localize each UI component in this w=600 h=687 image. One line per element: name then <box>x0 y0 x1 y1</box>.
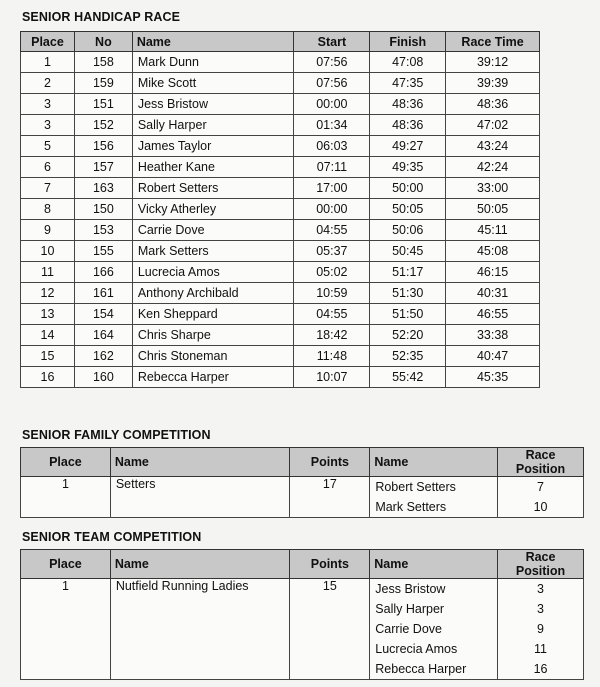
cell-name: Robert Setters <box>132 178 294 199</box>
table-row <box>21 136 540 157</box>
cell-place: 1 <box>21 579 111 680</box>
cell-race-position: 10 <box>498 497 584 518</box>
team-header-row <box>21 550 584 579</box>
cell-name: Nutfield Running Ladies <box>110 579 290 680</box>
table-row <box>21 220 540 241</box>
cell-finish: 48:36 <box>370 94 446 115</box>
table-row <box>21 94 540 115</box>
cell-start: 04:55 <box>294 304 370 325</box>
cell-no: 162 <box>74 346 132 367</box>
cell-finish: 50:45 <box>370 241 446 262</box>
cell-race-time: 46:15 <box>446 262 540 283</box>
family-header-row <box>21 448 584 477</box>
cell-race-time: 50:05 <box>446 199 540 220</box>
cell-place: 1 <box>21 477 111 518</box>
handicap-table-body <box>21 52 540 388</box>
cell-race-time: 43:24 <box>446 136 540 157</box>
cell-start: 18:42 <box>294 325 370 346</box>
cell-place: 6 <box>21 157 75 178</box>
team-title: SENIOR TEAM COMPETITION <box>22 530 202 544</box>
cell-start: 10:07 <box>294 367 370 388</box>
cell-race-time: 47:02 <box>446 115 540 136</box>
cell-finish: 47:08 <box>370 52 446 73</box>
cell-finish: 50:05 <box>370 199 446 220</box>
cell-no: 160 <box>74 367 132 388</box>
cell-finish: 49:27 <box>370 136 446 157</box>
cell-place: 10 <box>21 241 75 262</box>
family-table-body <box>21 477 584 518</box>
cell-place: 3 <box>21 115 75 136</box>
cell-place: 3 <box>21 94 75 115</box>
cell-place: 8 <box>21 199 75 220</box>
cell-name: James Taylor <box>132 136 294 157</box>
family-competition-table <box>20 447 584 518</box>
handicap-header-row <box>21 32 540 52</box>
cell-no: 153 <box>74 220 132 241</box>
cell-finish: 50:00 <box>370 178 446 199</box>
cell-start: 07:56 <box>294 52 370 73</box>
cell-name: Mark Setters <box>132 241 294 262</box>
cell-race-time: 45:11 <box>446 220 540 241</box>
team-header-points: Points <box>290 550 370 579</box>
cell-no: 161 <box>74 283 132 304</box>
cell-place: 13 <box>21 304 75 325</box>
cell-place: 14 <box>21 325 75 346</box>
team-table-body <box>21 579 584 680</box>
cell-race-time: 33:00 <box>446 178 540 199</box>
table-row <box>21 52 540 73</box>
team-header-place: Place <box>21 550 111 579</box>
cell-member-name: Robert Setters <box>370 477 498 498</box>
cell-race-position: 7 <box>498 477 584 498</box>
table-row <box>21 178 540 199</box>
cell-place: 5 <box>21 136 75 157</box>
cell-name: Carrie Dove <box>132 220 294 241</box>
cell-member-name: Rebecca Harper <box>370 659 498 680</box>
cell-finish: 49:35 <box>370 157 446 178</box>
cell-finish: 52:35 <box>370 346 446 367</box>
cell-no: 154 <box>74 304 132 325</box>
cell-name: Lucrecia Amos <box>132 262 294 283</box>
cell-no: 156 <box>74 136 132 157</box>
cell-start: 05:02 <box>294 262 370 283</box>
table-row <box>21 346 540 367</box>
table-row <box>21 325 540 346</box>
table-row <box>21 241 540 262</box>
cell-race-time: 46:55 <box>446 304 540 325</box>
table-row <box>21 262 540 283</box>
cell-name: Rebecca Harper <box>132 367 294 388</box>
cell-place: 2 <box>21 73 75 94</box>
cell-name: Chris Stoneman <box>132 346 294 367</box>
cell-name: Mike Scott <box>132 73 294 94</box>
cell-start: 04:55 <box>294 220 370 241</box>
table-row <box>21 73 540 94</box>
cell-member-name: Sally Harper <box>370 599 498 619</box>
cell-race-position: 16 <box>498 659 584 680</box>
cell-no: 150 <box>74 199 132 220</box>
family-header-points: Points <box>290 448 370 477</box>
cell-race-position: 11 <box>498 639 584 659</box>
col-header-place: Place <box>21 32 75 52</box>
table-row <box>21 367 540 388</box>
cell-finish: 55:42 <box>370 367 446 388</box>
col-header-race-time: Race Time <box>446 32 540 52</box>
cell-name: Jess Bristow <box>132 94 294 115</box>
cell-start: 10:59 <box>294 283 370 304</box>
table-row <box>21 115 540 136</box>
cell-start: 06:03 <box>294 136 370 157</box>
cell-start: 01:34 <box>294 115 370 136</box>
team-header-race-position: Race Position <box>498 550 584 579</box>
cell-race-time: 39:39 <box>446 73 540 94</box>
team-header-member-name: Name <box>370 550 498 579</box>
team-competition-table <box>20 549 584 680</box>
cell-place: 15 <box>21 346 75 367</box>
family-header-name: Name <box>110 448 290 477</box>
cell-finish: 51:17 <box>370 262 446 283</box>
cell-start: 05:37 <box>294 241 370 262</box>
cell-no: 152 <box>74 115 132 136</box>
cell-name: Mark Dunn <box>132 52 294 73</box>
cell-start: 11:48 <box>294 346 370 367</box>
cell-no: 159 <box>74 73 132 94</box>
cell-no: 151 <box>74 94 132 115</box>
cell-finish: 51:30 <box>370 283 446 304</box>
handicap-title: SENIOR HANDICAP RACE <box>22 10 181 24</box>
family-title: SENIOR FAMILY COMPETITION <box>22 428 211 442</box>
cell-finish: 51:50 <box>370 304 446 325</box>
cell-name: Ken Sheppard <box>132 304 294 325</box>
cell-start: 00:00 <box>294 199 370 220</box>
cell-points: 17 <box>290 477 370 518</box>
cell-member-name: Jess Bristow <box>370 579 498 600</box>
cell-name: Heather Kane <box>132 157 294 178</box>
cell-no: 164 <box>74 325 132 346</box>
cell-race-time: 48:36 <box>446 94 540 115</box>
cell-name: Anthony Archibald <box>132 283 294 304</box>
cell-member-name: Carrie Dove <box>370 619 498 639</box>
cell-no: 158 <box>74 52 132 73</box>
team-header-name: Name <box>110 550 290 579</box>
cell-place: 11 <box>21 262 75 283</box>
cell-name: Vicky Atherley <box>132 199 294 220</box>
cell-name: Chris Sharpe <box>132 325 294 346</box>
table-row <box>21 283 540 304</box>
cell-race-time: 40:31 <box>446 283 540 304</box>
cell-race-time: 39:12 <box>446 52 540 73</box>
cell-start: 00:00 <box>294 94 370 115</box>
cell-member-name: Lucrecia Amos <box>370 639 498 659</box>
cell-place: 12 <box>21 283 75 304</box>
cell-race-position: 9 <box>498 619 584 639</box>
cell-place: 9 <box>21 220 75 241</box>
table-row <box>21 304 540 325</box>
cell-place: 16 <box>21 367 75 388</box>
col-header-start: Start <box>294 32 370 52</box>
cell-place: 1 <box>21 52 75 73</box>
cell-finish: 50:06 <box>370 220 446 241</box>
cell-points: 15 <box>290 579 370 680</box>
cell-finish: 48:36 <box>370 115 446 136</box>
cell-finish: 52:20 <box>370 325 446 346</box>
cell-finish: 47:35 <box>370 73 446 94</box>
cell-name: Setters <box>110 477 290 518</box>
cell-race-position: 3 <box>498 579 584 600</box>
family-header-member-name: Name <box>370 448 498 477</box>
col-header-no: No <box>74 32 132 52</box>
cell-place: 7 <box>21 178 75 199</box>
table-row <box>21 199 540 220</box>
cell-member-name: Mark Setters <box>370 497 498 518</box>
table-row <box>21 157 540 178</box>
cell-no: 157 <box>74 157 132 178</box>
cell-start: 07:11 <box>294 157 370 178</box>
table-row <box>21 477 584 498</box>
cell-race-time: 42:24 <box>446 157 540 178</box>
cell-race-time: 33:38 <box>446 325 540 346</box>
cell-no: 155 <box>74 241 132 262</box>
cell-no: 166 <box>74 262 132 283</box>
cell-race-time: 40:47 <box>446 346 540 367</box>
cell-name: Sally Harper <box>132 115 294 136</box>
family-header-race-position: Race Position <box>498 448 584 477</box>
cell-race-position: 3 <box>498 599 584 619</box>
cell-start: 07:56 <box>294 73 370 94</box>
col-header-name: Name <box>132 32 294 52</box>
cell-race-time: 45:08 <box>446 241 540 262</box>
table-row <box>21 579 584 600</box>
cell-start: 17:00 <box>294 178 370 199</box>
handicap-results-table <box>20 31 540 388</box>
family-header-place: Place <box>21 448 111 477</box>
cell-no: 163 <box>74 178 132 199</box>
cell-race-time: 45:35 <box>446 367 540 388</box>
col-header-finish: Finish <box>370 32 446 52</box>
